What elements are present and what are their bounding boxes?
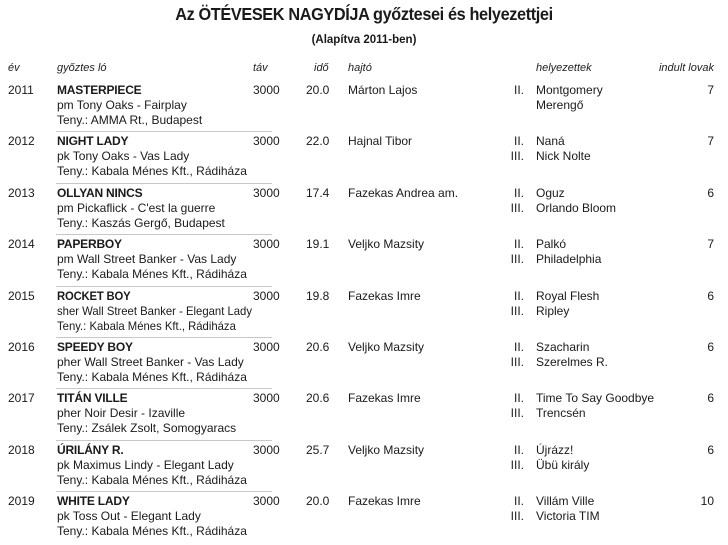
winner-cell [57,443,247,488]
placed-third: Merengő [536,98,584,112]
time-cell: 20.0 [306,494,330,509]
time-cell: 20.6 [306,391,330,406]
header-time: idő [314,62,329,74]
placed-second: Szacharin [536,340,590,354]
row-divider [56,234,272,235]
row-divider [56,131,272,132]
horse-pedigree: pm Tony Oaks - Fairplay [57,98,187,112]
year-cell: 2014 [8,237,35,252]
horse-pedigree: pk Toss Out - Elegant Lady [57,509,201,524]
placed-rank-cell [488,134,524,164]
starters-cell: 7 [707,134,714,149]
horse-name: NIGHT LADY [57,134,129,149]
table-row [0,391,728,442]
rank-third: III. [510,200,524,215]
starters-cell: 7 [707,83,714,97]
row-divider [56,491,272,492]
row-divider [56,388,272,389]
header-year: év [8,62,20,74]
distance-cell: 3000 [253,134,280,149]
rank-second: II. [513,391,524,406]
page-subtitle: (Alapítva 2011-ben) [311,34,417,46]
rank-third: III. [510,457,524,472]
horse-pedigree: sher Wall Street Banker - Elegant Lady [57,303,252,318]
placed-rank-cell [488,340,524,370]
placed-rank-cell [488,83,524,98]
placed-horses-cell [536,391,654,421]
distance-cell: 3000 [253,83,280,97]
winner-cell [57,494,247,539]
table-row [0,83,728,134]
horse-pedigree: pm Wall Street Banker - Vas Lady [57,252,237,267]
time-cell: 20.6 [306,340,330,354]
distance-cell: 3000 [253,391,280,406]
starters-cell: 7 [707,237,714,252]
driver-cell: Fazekas Imre [348,494,421,509]
placed-rank-cell [488,237,524,267]
winner-cell [57,391,236,436]
year-cell: 2018 [8,442,35,457]
horse-pedigree: pher Noir Desir - Izaville [57,406,186,421]
rank-third: III. [510,406,524,421]
starters-cell: 6 [707,288,714,303]
rank-second: II. [513,442,524,457]
placed-rank-cell [488,494,524,524]
horse-name: PAPERBOY [57,237,122,252]
rank-second: II. [513,237,524,252]
header-placed: helyezettek [536,62,592,74]
placed-third: Nick Nolte [536,149,591,164]
year-cell: 2015 [8,288,35,303]
year-cell: 2011 [8,83,34,97]
rank-third: III. [510,355,524,369]
header-winner: győztes ló [57,62,107,74]
row-divider [56,440,272,441]
winner-cell [57,340,247,385]
rank-second: II. [513,494,524,509]
placed-third: Szerelmes R. [536,355,609,369]
rank-third: III. [510,303,524,318]
rank-second: II. [513,185,524,200]
driver-cell: Veljko Mazsity [348,340,425,354]
header-driver: hajtó [348,62,372,74]
rank-second: II. [513,288,524,303]
table-row [0,340,728,391]
horse-owner: Teny.: Kabala Ménes Kft., Rádiháza [57,318,236,333]
driver-cell: Hajnal Tibor [348,134,413,149]
horse-pedigree: pher Wall Street Banker - Vas Lady [57,355,244,369]
placed-horses-cell [536,186,616,216]
horse-owner: Teny.: Kabala Ménes Kft., Rádiháza [57,164,247,179]
header-distance: táv [253,62,268,74]
distance-cell: 3000 [253,340,280,354]
starters-cell: 6 [707,442,714,457]
horse-owner: Teny.: Kaszás Gergő, Budapest [57,215,225,230]
year-cell: 2017 [8,391,35,406]
table-row [0,494,728,545]
distance-cell: 3000 [253,288,280,303]
placed-horses-cell [536,340,608,370]
row-divider [56,337,272,338]
horse-pedigree: pk Maximus Lindy - Elegant Lady [57,457,234,472]
placed-second: Palkó [536,237,567,252]
horse-owner: Teny.: AMMA Rt., Budapest [57,113,203,127]
table-row [0,186,728,237]
row-divider [56,286,272,287]
placed-second: Oguz [536,185,565,200]
placed-third: Victoria TIM [536,509,600,524]
placed-horses-cell [536,237,601,267]
horse-owner: Teny.: Kabala Ménes Kft., Rádiháza [57,267,247,282]
placed-third: Ripley [536,303,570,318]
placed-horses-cell [536,494,600,524]
horse-name: ROCKET BOY [57,288,131,303]
driver-cell: Fazekas Imre [348,391,421,406]
placed-second: Royal Flesh [536,288,600,303]
distance-cell: 3000 [253,442,280,457]
horse-pedigree: pk Tony Oaks - Vas Lady [57,149,190,164]
horse-name: OLLYAN NINCS [57,185,143,200]
starters-cell: 6 [707,185,714,200]
rank-second: II. [513,134,524,149]
placed-second: Villám Ville [536,494,595,509]
horse-owner: Teny.: Zsálek Zsolt, Somogyaracs [57,421,237,436]
placed-rank-cell [488,289,524,319]
horse-owner: Teny.: Kabala Ménes Kft., Rádiháza [57,472,247,487]
year-cell: 2013 [8,185,35,200]
placed-rank-cell [488,391,524,421]
driver-cell: Fazekas Imre [348,288,421,303]
starters-cell: 10 [700,494,714,509]
header-starters: indult lovak [658,62,714,74]
time-cell: 25.7 [306,442,330,457]
time-cell: 22.0 [306,134,330,149]
placed-horses-cell [536,83,603,113]
winner-cell [57,186,225,231]
placed-third: Trencsén [536,406,586,421]
winner-cell [57,289,264,334]
placed-second: Naná [536,134,565,149]
rank-second: II. [513,83,524,97]
horse-name: ÚRILÁNY R. [57,442,124,457]
row-divider [56,183,272,184]
horse-name: TITÁN VILLE [57,391,128,406]
rank-second: II. [513,340,524,354]
page-title [25,4,702,25]
placed-second: Time To Say Goodbye [536,391,655,406]
distance-cell: 3000 [253,185,280,200]
winner-cell [57,83,202,128]
horse-owner: Teny.: Kabala Ménes Kft., Rádiháza [57,370,247,384]
placed-horses-cell [536,443,589,473]
year-cell: 2019 [8,494,35,509]
year-cell: 2012 [8,134,35,149]
time-cell: 19.1 [306,237,330,252]
driver-cell: Márton Lajos [348,83,418,97]
table-row [0,443,728,494]
placed-second: Montgomery [536,83,603,97]
horse-name: WHITE LADY [57,494,130,509]
table-row [0,237,728,288]
placed-rank-cell [488,186,524,216]
table-row [0,134,728,185]
distance-cell: 3000 [253,237,280,252]
year-cell: 2016 [8,340,35,354]
horse-name: SPEEDY BOY [57,340,133,354]
placed-horses-cell [536,134,591,164]
rank-third: III. [510,509,524,524]
time-cell: 20.0 [306,83,330,97]
title-main: Az ÖTÉVESEK NAGYDÍJA [175,4,369,24]
distance-cell: 3000 [253,494,280,509]
horse-owner: Teny.: Kabala Ménes Kft., Rádiháza [57,524,247,539]
rank-third: III. [510,252,524,267]
driver-cell: Veljko Mazsity [348,237,425,252]
title-rest: győztesei és helyezettjei [373,4,553,24]
placed-third: Übü király [536,457,590,472]
driver-cell: Fazekas Andrea am. [348,185,459,200]
placed-horses-cell [536,289,599,319]
rank-third: III. [510,149,524,164]
placed-third: Orlando Bloom [536,200,617,215]
winner-cell [57,134,247,179]
placed-rank-cell [488,443,524,473]
time-cell: 19.8 [306,288,330,303]
horse-name: MASTERPIECE [57,83,142,97]
horse-pedigree: pm Pickaflick - C'est la guerre [57,200,216,215]
placed-third: Philadelphia [536,252,602,267]
winner-cell [57,237,247,282]
table-row [0,289,728,340]
placed-second: Újrázz! [536,442,574,457]
starters-cell: 6 [707,340,714,354]
starters-cell: 6 [707,391,714,406]
time-cell: 17.4 [306,185,330,200]
driver-cell: Veljko Mazsity [348,442,425,457]
